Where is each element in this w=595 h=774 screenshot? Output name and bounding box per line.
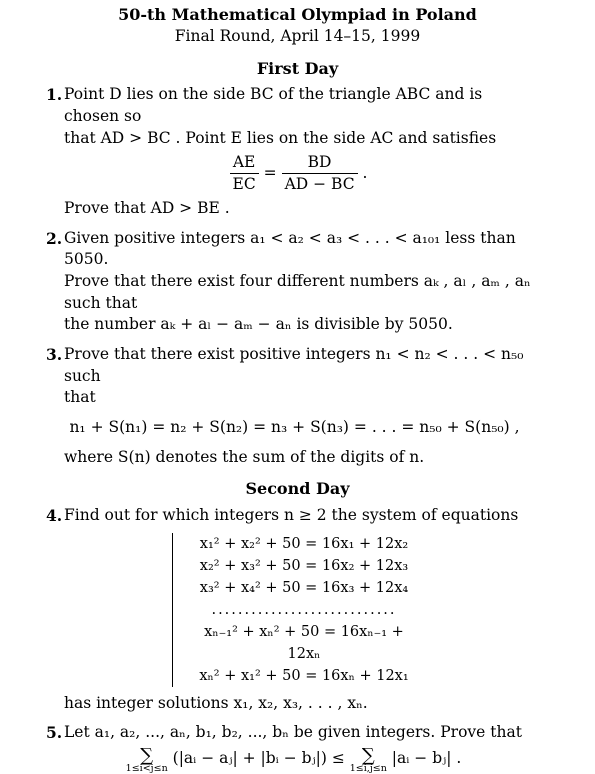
sigma-symbol: ∑ <box>361 744 375 766</box>
fraction-right: $\frac{BD}{AD - BC}$ <box>282 152 358 196</box>
sum-right-range: 1≤i,j≤n <box>349 762 387 774</box>
sum-inequality <box>54 744 533 774</box>
problem-4 <box>0 505 595 714</box>
digit-sum-equation: n₁ + S(n₁) = n₂ + S(n₂) = n₃ + S(n₃) = . . . = n₅₀ + S(n₅₀) , <box>69 418 520 437</box>
problem-3 <box>0 344 595 468</box>
document-subtitle: Final Round, April 14–15, 1999 <box>174 27 421 46</box>
ratio-equation: $\frac{AE}{EC}$ = $\frac{BD}{AD - BC}$ . <box>64 152 533 196</box>
sum-right-body: |aᵢ − bⱼ| . <box>391 748 462 767</box>
problem-text-line: Prove that AD > BE . <box>64 198 230 217</box>
first-day-heading: First Day <box>256 59 339 79</box>
problem-number: 3. <box>46 345 63 365</box>
problem-text-line: that AD > BC . Point E lies on the side AC and satisfies <box>64 128 497 147</box>
problem-text-line: where S(n) denotes the sum of the digits of n. <box>64 447 425 466</box>
system-row: x₁² + x₂² + 50 = 16x₁ + 12x₂ <box>199 535 409 552</box>
problem-text-line: Given positive integers a₁ < a₂ < a₃ < . . . < a₁₀₁ less than 5050. <box>64 228 516 269</box>
second-day-heading: Second Day <box>245 479 350 499</box>
problem-number: 4. <box>46 505 63 525</box>
equation-system <box>172 533 422 687</box>
system-row: xₙ₋₁² + xₙ² + 50 = 16xₙ₋₁ + 12xₙ <box>204 623 404 662</box>
problem-text-line: the number aₖ + aₗ − aₘ − aₙ is divisible by 5050. <box>64 315 453 334</box>
problem-text-line: Find out for which integers n ≥ 2 the system of equations <box>64 505 519 524</box>
problem-text-line: Let a₁, a₂, ..., aₙ, b₁, b₂, ..., bₙ be given integers. Prove that <box>64 723 522 742</box>
problem-text-line: Point D lies on the side BC of the triangle ABC and is chosen so <box>64 85 483 126</box>
fraction-left: $\frac{AE}{EC}$ <box>230 152 259 196</box>
problem-text-line: Prove that there exist positive integers n₁ < n₂ < . . . < n₅₀ such <box>64 345 524 385</box>
problem-number: 2. <box>46 228 63 248</box>
left-brace <box>172 533 183 687</box>
problem-number: 1. <box>46 85 63 105</box>
problem-1 <box>0 84 595 219</box>
sum-left <box>125 744 168 774</box>
sum-right <box>349 744 387 774</box>
sum-left-body: (|aᵢ − aⱼ| + |bᵢ − bⱼ|) ≤ <box>172 748 345 767</box>
sigma-symbol: ∑ <box>140 744 154 766</box>
equals-sign: = <box>263 163 277 182</box>
sum-left-range: 1≤i<j≤n <box>125 762 168 774</box>
system-row: x₃² + x₄² + 50 = 16x₃ + 12x₄ <box>199 579 409 596</box>
system-row: x₂² + x₃² + 50 = 16x₂ + 12x₃ <box>199 557 409 574</box>
problem-text-line: Prove that there exist four different numbers aₖ , aₗ , aₘ , aₙ such that <box>64 271 531 312</box>
document-title: 50-th Mathematical Olympiad in Poland <box>118 5 477 24</box>
system-ellipsis-row: ............................ <box>211 601 397 618</box>
problem-number: 5. <box>46 723 63 743</box>
system-row: xₙ² + x₁² + 50 = 16xₙ + 12x₁ <box>199 667 409 684</box>
problem-text-line: has integer solutions x₁, x₂, x₃, . . . , xₙ. <box>64 693 368 712</box>
problem-2 <box>0 228 595 336</box>
problem-5 <box>0 722 595 774</box>
problem-text-line: that <box>64 388 96 407</box>
